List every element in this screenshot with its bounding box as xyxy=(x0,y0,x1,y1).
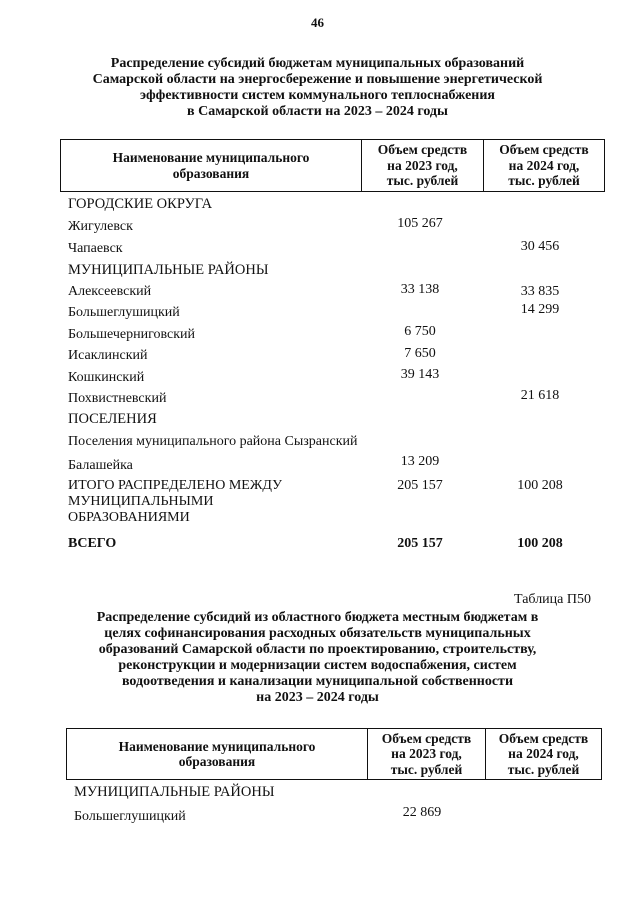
header-line: Объем средств xyxy=(498,730,589,746)
row-name: Похвистневский xyxy=(68,391,167,406)
table2-title-line: Распределение субсидий из областного бюджета местным бюджетам в xyxy=(96,610,539,625)
table2-label: Таблица П50 xyxy=(514,592,591,607)
row-name: Алексеевский xyxy=(68,284,152,299)
table2-header-2023 xyxy=(367,729,485,779)
header-line: на 2023 год, xyxy=(391,746,462,762)
row-value-2024: 100 208 xyxy=(517,478,563,493)
row-name: ВСЕГО xyxy=(68,536,117,551)
table2-title-line: реконструкции и модернизации систем водоспабжения, систем xyxy=(118,658,517,673)
row-name: Кошкинский xyxy=(68,370,145,385)
table2-header-2024 xyxy=(485,729,601,779)
table1-header-name xyxy=(61,140,361,191)
table1-header-2024 xyxy=(483,140,604,191)
row-value-2024: 30 456 xyxy=(520,239,560,254)
row-name xyxy=(68,478,388,526)
row-name: Большечерниговский xyxy=(68,327,196,342)
header-line: Объем средств xyxy=(499,142,589,158)
header-line: на 2024 год, xyxy=(508,746,579,762)
row-value-2023: 39 143 xyxy=(400,367,440,382)
row-name: Жигулевск xyxy=(68,219,133,234)
row-name: Большеглушицкий xyxy=(68,305,180,320)
header-line: образования xyxy=(172,165,250,181)
header-line: Наименование муниципального xyxy=(118,738,316,754)
header-line: Объем средств xyxy=(377,142,468,158)
row-value-2023: 33 138 xyxy=(400,282,440,297)
page-number: 46 xyxy=(311,15,324,30)
row-value-2023: 6 750 xyxy=(404,324,436,339)
header-line: на 2024 год, xyxy=(508,157,580,173)
row-value-2024: 100 208 xyxy=(517,536,563,551)
table1-title-line: в Самарской области на 2023 – 2024 годы xyxy=(187,104,448,119)
row-value-2023: 22 869 xyxy=(402,805,442,820)
row-name: ПОСЕЛЕНИЯ xyxy=(68,411,157,427)
row-name: ГОРОДСКИЕ ОКРУГА xyxy=(68,196,213,212)
table1-title-line: эффективности систем коммунального теплоснабжения xyxy=(139,88,495,103)
row-name: Поселения муниципального района Сызранский xyxy=(68,434,358,449)
row-value-2023: 105 267 xyxy=(397,216,443,231)
table2-title xyxy=(60,610,575,706)
row-value-2024: 21 618 xyxy=(520,388,560,403)
row-value-2023: 205 157 xyxy=(397,536,443,551)
header-line: образования xyxy=(178,754,256,769)
header-line: тыс. рублей xyxy=(507,761,580,777)
table2-title-line: целях софинансирования расходных обязательств муниципальных xyxy=(104,626,531,641)
row-value-2024: 33 835 xyxy=(520,284,560,299)
row-name-line: ОБРАЗОВАНИЯМИ xyxy=(68,510,190,525)
header-line: на 2023 год, xyxy=(387,157,458,173)
row-name: МУНИЦИПАЛЬНЫЕ РАЙОНЫ xyxy=(74,784,275,800)
header-line: Объем средств xyxy=(381,730,472,746)
row-name: Исаклинский xyxy=(68,348,148,363)
header-line: Наименование муниципального xyxy=(112,150,310,165)
row-name: МУНИЦИПАЛЬНЫЕ РАЙОНЫ xyxy=(68,262,269,278)
table1-title-line: Распределение субсидий бюджетам муниципальных образований xyxy=(110,56,525,71)
row-value-2023: 13 209 xyxy=(400,454,440,469)
table1-title-line: Самарской области на энергосбережение и повышение энергетической xyxy=(92,72,543,87)
row-name-line: ИТОГО РАСПРЕДЕЛЕНО МЕЖДУ xyxy=(68,478,282,493)
row-name: Балашейка xyxy=(68,458,133,473)
row-name-line: МУНИЦИПАЛЬНЫМИ xyxy=(68,494,214,509)
table1-header-2023 xyxy=(361,140,483,191)
table1-header xyxy=(60,139,605,192)
row-value-2024: 14 299 xyxy=(520,302,560,317)
table2-header xyxy=(66,728,602,780)
table1-title xyxy=(60,56,575,120)
table2-title-line: водоотведения и канализации муниципальной собственности xyxy=(121,674,514,689)
row-value-2023: 7 650 xyxy=(404,346,436,361)
table2-title-line: образований Самарской области по проектированию, строительству, xyxy=(98,642,537,657)
row-value-2023: 205 157 xyxy=(397,478,443,493)
table2-header-name xyxy=(67,729,367,779)
header-line: тыс. рублей xyxy=(508,173,580,189)
row-name: Чапаевск xyxy=(68,241,123,256)
header-line: тыс. рублей xyxy=(390,761,463,777)
table2-title-line: на 2023 – 2024 годы xyxy=(256,690,379,705)
row-name: Большеглушицкий xyxy=(74,809,186,824)
header-line: тыс. рублей xyxy=(386,173,459,189)
